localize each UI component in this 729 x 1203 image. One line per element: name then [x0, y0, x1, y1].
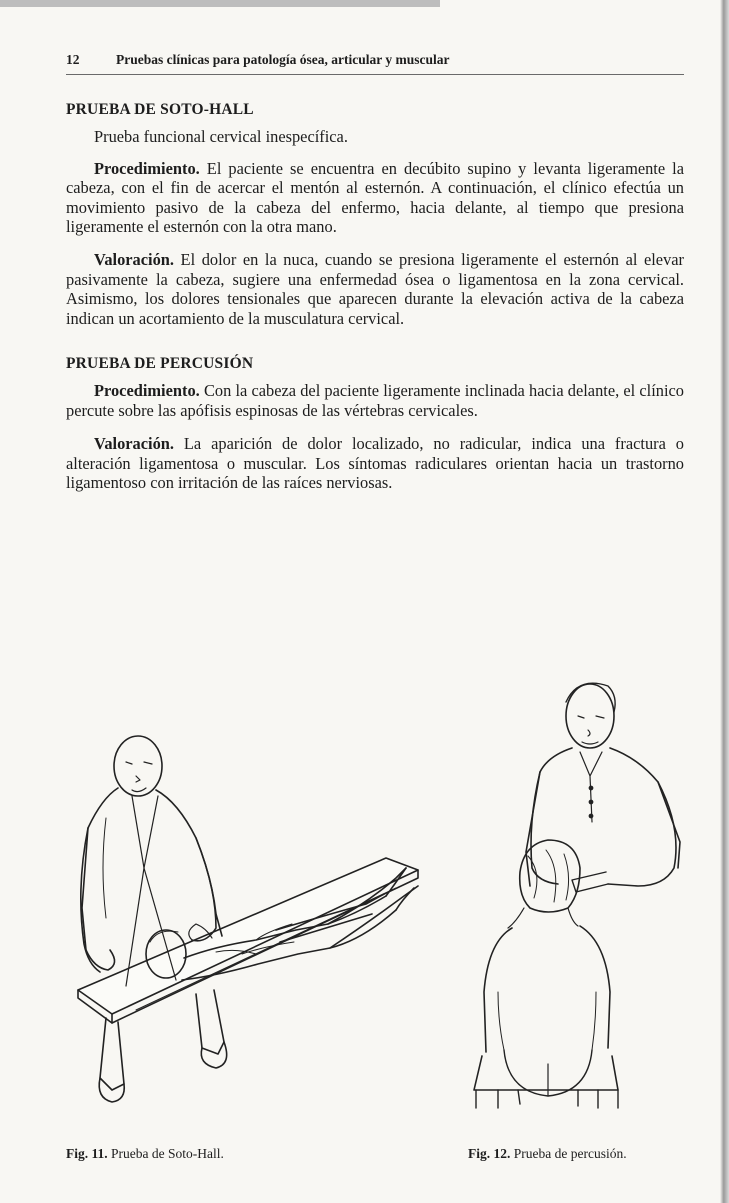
procedimiento-paragraph: [66, 159, 684, 237]
figure-12-caption-text: Prueba de percusión.: [510, 1146, 627, 1161]
figure-soto-hall-illustration: [66, 718, 436, 1123]
procedimiento-text: El paciente se encuentra en decúbito supino y levanta ligeramente la cabeza, con el fin de acercar el mentón al esternón. A continuación, el clínico efectúa un movimiento pasivo de la cabeza del enfermo, hacia delante, al tiempo que presiona ligeramente el esternón con la otra mano.: [66, 158, 684, 237]
procedimiento-label: Procedimiento.: [94, 158, 200, 178]
running-title: Pruebas clínicas para patología ósea, articular y muscular: [116, 52, 450, 67]
valoracion-text: La aparición de dolor localizado, no radicular, indica una fractura o alteración ligamentosa o muscular. Los síntomas radiculares orientan hacia un trastorno ligamentoso con irritación de las raíces nerviosas.: [66, 434, 684, 493]
procedimiento-label: Procedimiento.: [94, 381, 200, 401]
valoracion-text: El dolor en la nuca, cuando se presiona ligeramente el esternón al elevar pasivamente la cabeza, sugiere una enfermedad ósea o ligamentosa en la zona cervical. Asimismo, los dolores tensionales que aparecen durante la elevación activa de la cabeza indican un acortamiento de la musculatura cervical.: [66, 250, 684, 328]
page-body: [66, 100, 684, 507]
figure-11-caption-text: Prueba de Soto-Hall.: [107, 1146, 224, 1161]
figure-12-caption: [468, 1146, 627, 1162]
valoracion-label: Valoración.: [94, 250, 174, 270]
figure-11-caption: [66, 1146, 224, 1162]
valoracion-paragraph: [66, 250, 684, 328]
figure-12-label: Fig. 12.: [468, 1146, 511, 1161]
scan-top-edge: [0, 0, 440, 7]
section-intro: Prueba funcional cervical inespecífica.: [94, 127, 348, 147]
figure-11-label: Fig. 11.: [66, 1146, 108, 1161]
procedimiento-text: Con la cabeza del paciente ligeramente inclinada hacia delante, el clínico percute sobre las apófisis espinosas de las vértebras cervicales.: [66, 381, 684, 420]
page-number: 12: [66, 52, 80, 67]
section-heading-soto-hall: PRUEBA DE SOTO-HALL: [66, 101, 254, 118]
valoracion-paragraph: [66, 434, 684, 492]
valoracion-label: Valoración.: [94, 434, 174, 454]
running-header: [66, 52, 680, 68]
section-soto-hall: [66, 100, 684, 328]
section-heading-percusion: PRUEBA DE PERCUSIÓN: [66, 355, 254, 373]
section-percusion: [66, 354, 684, 492]
scan-right-edge: [720, 0, 729, 1203]
figure-percusion-illustration: [468, 672, 698, 1124]
procedimiento-paragraph: [66, 381, 684, 420]
header-rule: [66, 74, 684, 75]
